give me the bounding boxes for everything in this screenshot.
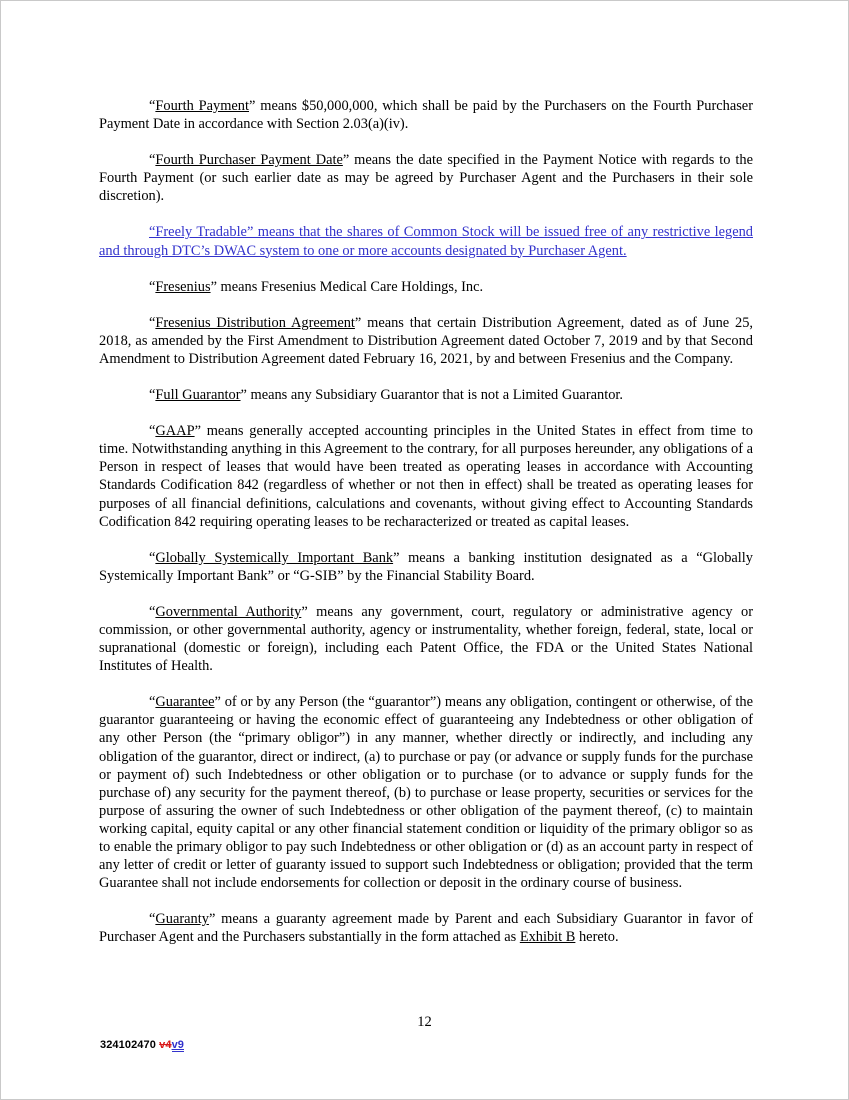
paragraph-guaranty	[99, 910, 753, 946]
definition-text: ” means any Subsidiary Guarantor that is not a Limited Guarantor.	[240, 387, 623, 404]
definition-text: “	[149, 152, 156, 169]
defined-term: Fourth Payment	[155, 98, 249, 114]
paragraph-full-guarantor	[99, 386, 753, 404]
definition-text: “	[149, 278, 156, 295]
paragraph-globally-systemically-important-bank	[99, 549, 753, 585]
definition-text: ” means $50,000,000, which shall be paid by the Purchasers on the Fourth Purchaser Payment Date in accordance with Section 2.03(a)(iv).	[99, 98, 753, 133]
definition-text: “	[149, 423, 156, 440]
definition-text: “	[149, 603, 156, 620]
defined-term: Full Guarantor	[155, 387, 241, 404]
definition-text: ” means the date specified in the Payment Notice with regards to the Fourth Payment (or such earlier date as may be agreed by Purchaser Agent and the Purchasers in their sole discretion).	[99, 152, 753, 205]
definition-text: ” means that certain Distribution Agreement, dated as of June 25, 2018, as amended by the First Amendment to Distribution Agreement dated October 7, 2019 and by that Second Amendment to Distribution Agreement dated February 16, 2021, by and between Fresenius and the Company.	[99, 314, 753, 367]
definition-text: hereto.	[575, 929, 619, 946]
defined-term: GAAP	[155, 423, 195, 440]
paragraph-fresenius	[99, 278, 753, 296]
inserted-version-label: v9	[171, 1039, 184, 1051]
definition-text: ” means any government, court, regulatory or administrative agency or commission, or other governmental authority, agency or instrumentality, whether foreign, federal, state, local or supranational (domestic or foreign), including each Patent Office, the FDA or the United States National Institutes of Health.	[99, 603, 753, 675]
definition-text: ” means Fresenius Medical Care Holdings, Inc.	[210, 278, 484, 295]
paragraph-gaap	[99, 422, 753, 531]
defined-term: Guaranty	[155, 911, 209, 928]
paragraph-fourth-purchaser-payment-date	[99, 151, 753, 205]
definition-text: ” means generally accepted accounting principles in the United States in effect from time to time. Notwithstanding anything in this Agreement to the contrary, for all purposes hereunder, any obligations of a Person in respect of leases that would have been treated as operating leases in accordance with Accounting Standards Codification 842 (regardless of whether or not then in effect) shall be treated as operating leases for purposes of all financial definitions, calculations and covenants, without giving effect to Accounting Standards Codification 842 requiring operating leases to be recharacterized or treated as capital leases.	[99, 423, 753, 530]
defined-term: Exhibit B	[519, 929, 576, 946]
definition-text: “	[149, 314, 156, 331]
defined-term: Governmental Authority	[155, 603, 302, 620]
document-id-footer	[100, 1039, 184, 1051]
paragraph-fresenius-distribution-agreement	[99, 314, 753, 368]
definition-text: ” of or by any Person (the “guarantor”) means any obligation, contingent or otherwise, of the guarantor guaranteeing or having the economic effect of guaranteeing any Indebtedness or other obligation of any other Person (the “primary obligor”) in any manner, whether directly or indirectly, and including any obligation of the guarantor, direct or indirect, (a) to purchase or pay (or advance or supply funds for the purchase or payment of) such Indebtedness or other obligation or to purchase (or to advance or supply funds for the purchase of) any security for the payment thereof, (b) to purchase or lease property, securities or services for the purpose of assuring the owner of such Indebtedness or other obligation of the payment thereof, (c) to maintain working capital, equity capital or any other financial statement condition or liquidity of the primary obligor so as to enable the primary obligor to pay such Indebtedness or other obligation or (d) as an account party in respect of any letter of credit or letter of guaranty issued to support such Indebtedness or obligation; provided that the term Guarantee shall not include endorsements for collection or deposit in the ordinary course of business.	[99, 694, 753, 892]
definition-text: “	[149, 98, 156, 114]
page-number: 12	[417, 1014, 432, 1030]
paragraph-governmental-authority	[99, 603, 753, 675]
defined-term: Fourth Purchaser Payment Date	[155, 152, 343, 169]
definition-text: “	[149, 694, 156, 711]
defined-term: Fresenius	[155, 278, 211, 295]
definition-text: “	[149, 549, 156, 566]
definition-text: ” means a banking institution designated as a “Globally Systemically Important Bank” or “G-SIB” by the Financial Stability Board.	[99, 549, 754, 584]
paragraph-freely-tradable	[99, 223, 753, 259]
defined-term: Guarantee	[155, 694, 215, 711]
doc-id: 324102470	[100, 1039, 156, 1051]
document-body	[99, 97, 753, 964]
defined-term: “Freely Tradable” means that the shares of Common Stock will be issued free of any restrictive legend and through DTC’s DWAC system to one or more accounts designated by Purchaser Agent.	[99, 224, 753, 259]
defined-term: Globally Systemically Important Bank	[155, 549, 394, 566]
definition-text: ” means a guaranty agreement made by Parent and each Subsidiary Guarantor in favor of Purchaser Agent and the Purchasers substantially in the form attached as	[99, 911, 753, 946]
definition-text: “	[149, 911, 156, 928]
definition-text: “	[149, 387, 156, 404]
paragraph-fourth-payment	[99, 97, 753, 133]
paragraph-guarantee	[99, 693, 753, 892]
deleted-version-label: v4	[159, 1039, 172, 1051]
defined-term: Fresenius Distribution Agreement	[155, 314, 355, 331]
